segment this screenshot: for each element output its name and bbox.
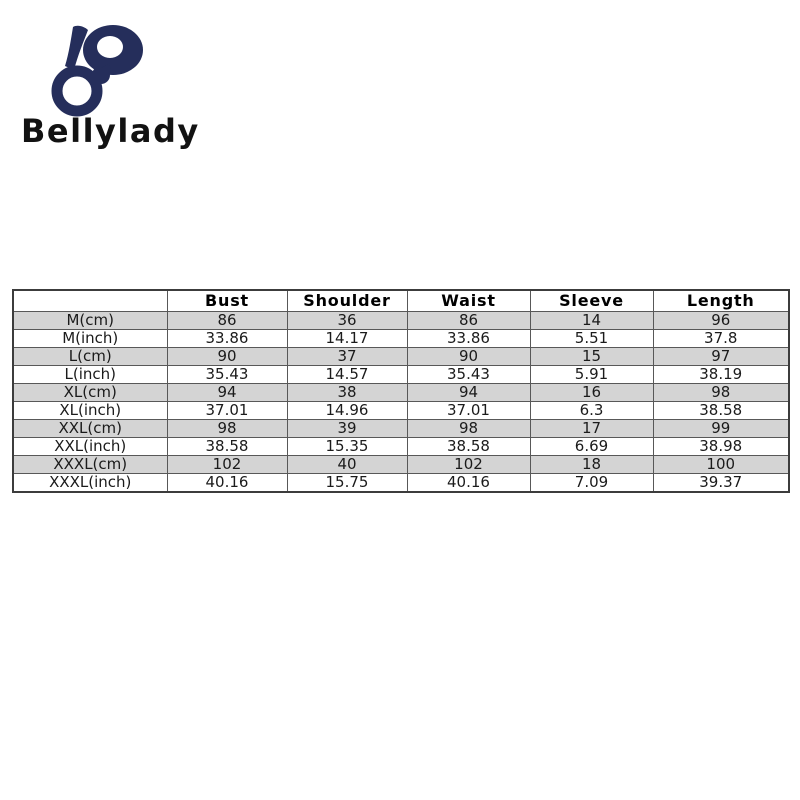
- size-row-label: XXXL(cm): [13, 456, 167, 474]
- size-value-cell: 102: [407, 456, 530, 474]
- size-value-cell: 33.86: [407, 330, 530, 348]
- size-value-cell: 38.58: [653, 402, 789, 420]
- table-row: [13, 384, 789, 402]
- size-value-cell: 14.57: [287, 366, 407, 384]
- size-value-cell: 39: [287, 420, 407, 438]
- size-value-cell: 38.58: [407, 438, 530, 456]
- size-value-cell: 17: [530, 420, 653, 438]
- size-value-cell: 37.01: [167, 402, 287, 420]
- table-row: [13, 420, 789, 438]
- size-value-cell: 38: [287, 384, 407, 402]
- table-row: [13, 438, 789, 456]
- size-value-cell: 38.98: [653, 438, 789, 456]
- size-value-cell: 33.86: [167, 330, 287, 348]
- column-header-sleeve: Sleeve: [530, 290, 653, 312]
- size-value-cell: 36: [287, 312, 407, 330]
- size-value-cell: 38.58: [167, 438, 287, 456]
- bellylady-monogram-icon: [45, 21, 145, 119]
- size-value-cell: 6.3: [530, 402, 653, 420]
- table-row: [13, 330, 789, 348]
- size-value-cell: 39.37: [653, 474, 789, 493]
- size-value-cell: 40: [287, 456, 407, 474]
- table-row: [13, 402, 789, 420]
- size-row-label: M(cm): [13, 312, 167, 330]
- size-row-label: L(cm): [13, 348, 167, 366]
- column-header-bust: Bust: [167, 290, 287, 312]
- size-value-cell: 14: [530, 312, 653, 330]
- column-header-shoulder: Shoulder: [287, 290, 407, 312]
- size-value-cell: 35.43: [167, 366, 287, 384]
- size-value-cell: 90: [407, 348, 530, 366]
- table-row: [13, 366, 789, 384]
- size-row-label: XL(inch): [13, 402, 167, 420]
- size-value-cell: 37: [287, 348, 407, 366]
- size-value-cell: 38.19: [653, 366, 789, 384]
- size-value-cell: 5.91: [530, 366, 653, 384]
- size-value-cell: 98: [407, 420, 530, 438]
- size-value-cell: 14.17: [287, 330, 407, 348]
- size-value-cell: 15.35: [287, 438, 407, 456]
- size-chart-body: [13, 312, 789, 493]
- size-row-label: M(inch): [13, 330, 167, 348]
- size-chart-header: [13, 290, 789, 312]
- size-value-cell: 16: [530, 384, 653, 402]
- size-value-cell: 7.09: [530, 474, 653, 493]
- size-value-cell: 90: [167, 348, 287, 366]
- size-row-label: XL(cm): [13, 384, 167, 402]
- size-value-cell: 102: [167, 456, 287, 474]
- brand-name-text: Bellylady: [21, 112, 200, 150]
- size-value-cell: 15: [530, 348, 653, 366]
- size-value-cell: 94: [167, 384, 287, 402]
- size-row-label: XXL(cm): [13, 420, 167, 438]
- size-value-cell: 100: [653, 456, 789, 474]
- size-value-cell: 97: [653, 348, 789, 366]
- header-row: [13, 290, 789, 312]
- size-value-cell: 96: [653, 312, 789, 330]
- size-value-cell: 15.75: [287, 474, 407, 493]
- size-value-cell: 40.16: [167, 474, 287, 493]
- size-value-cell: 18: [530, 456, 653, 474]
- size-value-cell: 40.16: [407, 474, 530, 493]
- size-value-cell: 6.69: [530, 438, 653, 456]
- table-row: [13, 312, 789, 330]
- column-header-waist: Waist: [407, 290, 530, 312]
- size-value-cell: 86: [407, 312, 530, 330]
- size-value-cell: 94: [407, 384, 530, 402]
- table-row: [13, 348, 789, 366]
- table-row: [13, 474, 789, 493]
- size-value-cell: 14.96: [287, 402, 407, 420]
- size-value-cell: 35.43: [407, 366, 530, 384]
- size-row-label: XXL(inch): [13, 438, 167, 456]
- size-row-label: XXXL(inch): [13, 474, 167, 493]
- size-value-cell: 98: [653, 384, 789, 402]
- size-value-cell: 37.8: [653, 330, 789, 348]
- size-value-cell: 98: [167, 420, 287, 438]
- size-chart-table: [12, 289, 790, 493]
- monogram-o-ring: [57, 71, 97, 111]
- size-value-cell: 86: [167, 312, 287, 330]
- corner-header-cell: [13, 290, 167, 312]
- column-header-length: Length: [653, 290, 789, 312]
- size-row-label: L(inch): [13, 366, 167, 384]
- size-value-cell: 99: [653, 420, 789, 438]
- size-value-cell: 37.01: [407, 402, 530, 420]
- size-value-cell: 5.51: [530, 330, 653, 348]
- table-row: [13, 456, 789, 474]
- monogram-b-counter: [97, 36, 123, 58]
